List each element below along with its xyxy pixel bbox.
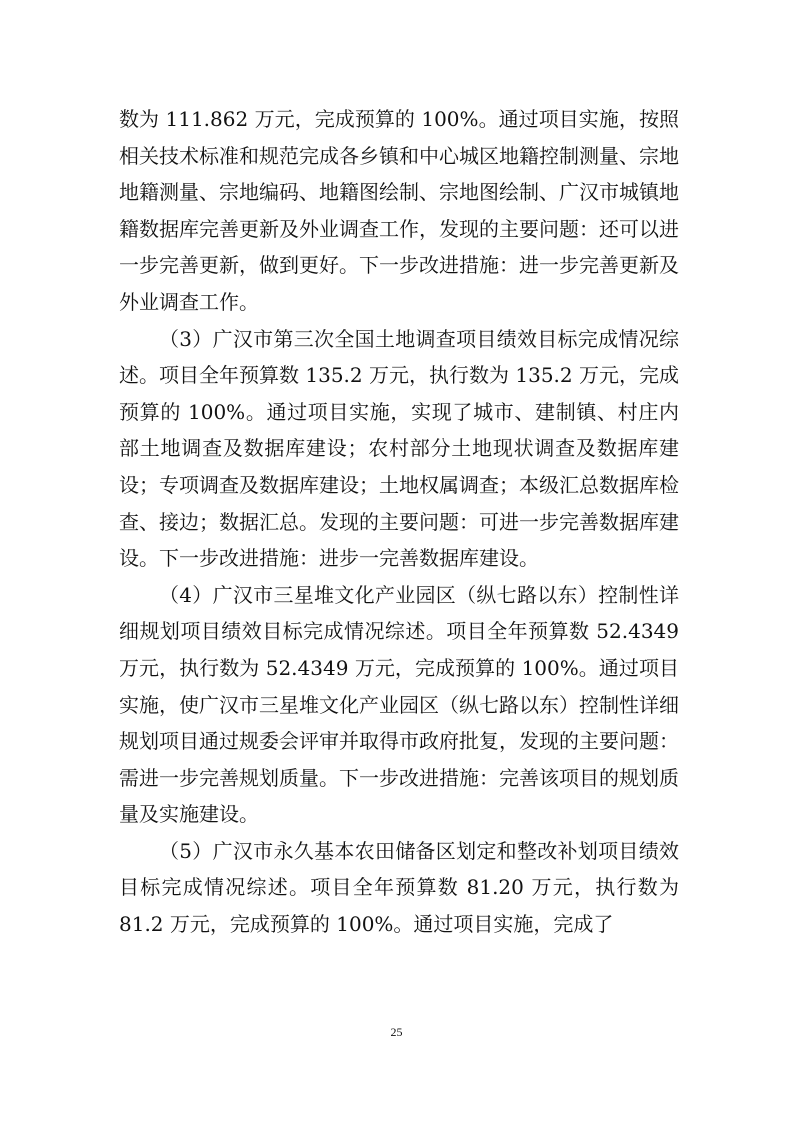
page-number: 25 (390, 1025, 403, 1039)
paragraph-3: （4）广汉市三星堆文化产业园区（纵七路以东）控制性详细规划项目绩效目标完成情况综述。项目全年预算数 52.4349 万元，执行数为 52.4349 万元，完成预算的 100%。通过项目实施，使广汉市三星堆文化产业园区（纵七路以东）控制性详细规划项目通过规委会评审并取得市政府批复，发现的主要问题：需进一步完善规划质量。下一步改进措施：完善该项目的规划质量及实施建设。 (119, 582, 679, 827)
body-text (119, 101, 679, 943)
paragraph-4: （5）广汉市永久基本农田储备区划定和整改补划项目绩效目标完成情况综述。项目全年预算数 81.20 万元，执行数为 81.2 万元，完成预算的 100%。通过项目实施，完成了 (119, 838, 679, 937)
paragraph-2: （3）广汉市第三次全国土地调查项目绩效目标完成情况综述。项目全年预算数 135.2 万元，执行数为 135.2 万元，完成预算的 100%。通过项目实施，实现了城市、建制镇、村庄内部土地调查及数据库建设；农村部分土地现状调查及数据库建设；专项调查及数据库建设；土地权属调查；本级汇总数据库检查、接边；数据汇总。发现的主要问题：可进一步完善数据库建设。下一步改进措施：进步一完善数据库建设。 (119, 326, 679, 571)
paragraph-1: 数为 111.862 万元，完成预算的 100%。通过项目实施，按照相关技术标准和规范完成各乡镇和中心城区地籍控制测量、宗地地籍测量、宗地编码、地籍图绘制、宗地图绘制、广汉市城镇地籍数据库完善更新及外业调查工作，发现的主要问题：还可以进一步完善更新，做到更好。下一步改进措施：进一步完善更新及外业调查工作。 (119, 107, 679, 314)
